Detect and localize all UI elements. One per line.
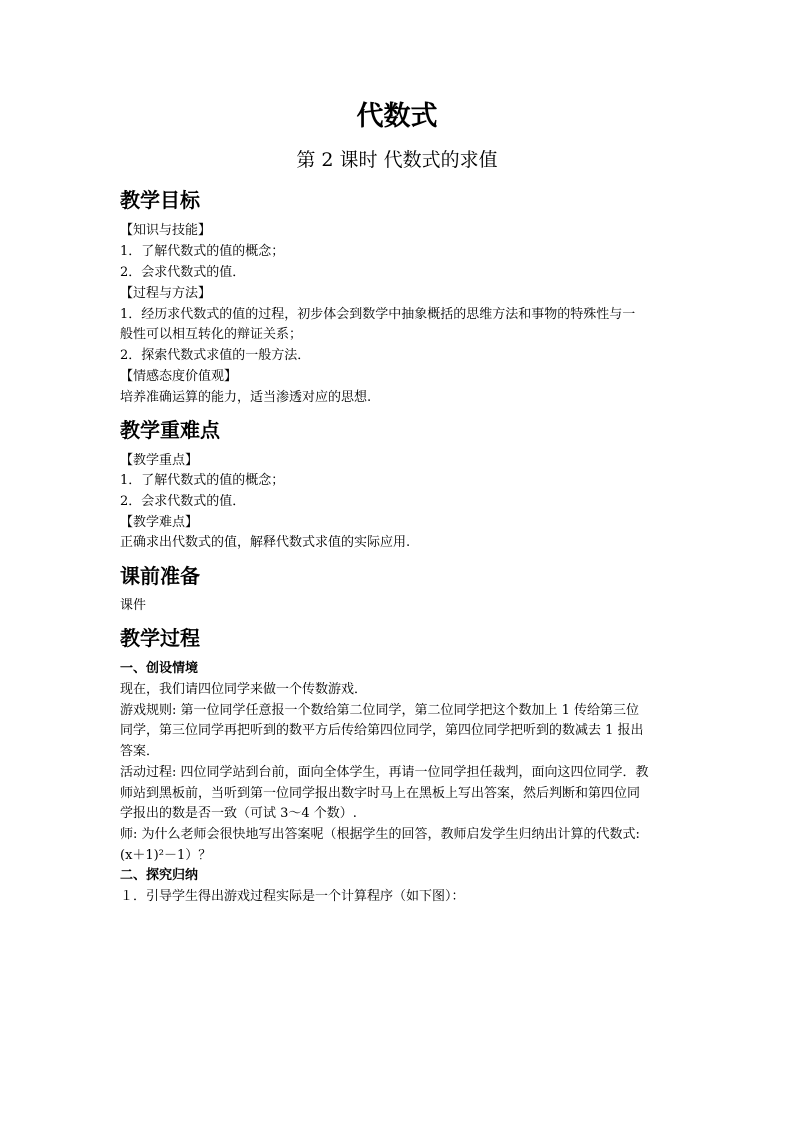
text-line: 培养准确运算的能力，适当渗透对应的思想. <box>120 390 372 405</box>
text-line: 同学，第三位同学再把听到的数平方后传给第四位同学，第四位同学把听到的数减去 1 报出 <box>120 723 644 738</box>
page-title: 代数式 <box>356 101 438 132</box>
text-line: 般性可以相互转化的辩证关系； <box>120 327 303 342</box>
heading-teaching-goals: 教学目标 <box>120 188 200 212</box>
text-line: 答案． <box>120 744 160 759</box>
label-key-points: 【教学重点】 <box>120 453 199 468</box>
text-line: 师站到黑板前，当听到第一位同学报出数字时马上在黑板上写出答案，然后判断和第四位同 <box>120 786 641 801</box>
text-line: 1．经历求代数式的值的过程，初步体会到数学中抽象概括的思维方法和事物的特殊性与一 <box>120 307 636 322</box>
label-knowledge-skills: 【知识与技能】 <box>120 223 212 238</box>
text-line: 正确求出代数式的值，解释代数式求值的实际应用. <box>120 535 411 550</box>
text-line: １．引导学生得出游戏过程实际是一个计算程序（如下图）： <box>120 889 465 904</box>
section-explore-induce: 二、探究归纳 <box>120 868 199 883</box>
text-line: 活动过程: 四位同学站到台前，面向全体学生，再请一位同学担任裁判，面向这四位同学．教 <box>120 765 649 780</box>
text-line: 2．会求代数式的值． <box>120 494 246 509</box>
text-line: 2．会求代数式的值． <box>120 265 246 280</box>
text-line: (x＋1)²－1）？ <box>120 848 212 863</box>
label-process-methods: 【过程与方法】 <box>120 286 212 301</box>
heading-preparation: 课前准备 <box>120 564 200 588</box>
text-line: 1．了解代数式的值的概念； <box>120 473 285 488</box>
text-line: 学报出的数是否一致（可试 3～4 个数）. <box>120 806 357 821</box>
page-subtitle: 第 2 课时 代数式的求值 <box>296 149 498 171</box>
label-difficult-points: 【教学难点】 <box>120 515 199 530</box>
text-line: 师: 为什么老师会很快地写出答案呢（根据学生的回答，教师启发学生归纳出计算的代数式: <box>120 827 640 842</box>
text-line: 2．探索代数式求值的一般方法． <box>120 348 311 363</box>
heading-key-difficult-points: 教学重难点 <box>120 418 220 442</box>
heading-teaching-process: 教学过程 <box>120 626 200 650</box>
text-line: 游戏规则: 第一位同学任意报一个数给第二位同学，第二位同学把这个数加上 1 传给第三位 <box>120 703 640 718</box>
text-line: 1．了解代数式的值的概念； <box>120 244 285 259</box>
text-line: 课件 <box>120 598 147 613</box>
section-create-scenario: 一、创设情境 <box>120 661 199 676</box>
text-line: 现在，我们请四位同学来做一个传数游戏． <box>120 682 368 697</box>
label-emotion-values: 【情感态度价值观】 <box>120 369 238 384</box>
